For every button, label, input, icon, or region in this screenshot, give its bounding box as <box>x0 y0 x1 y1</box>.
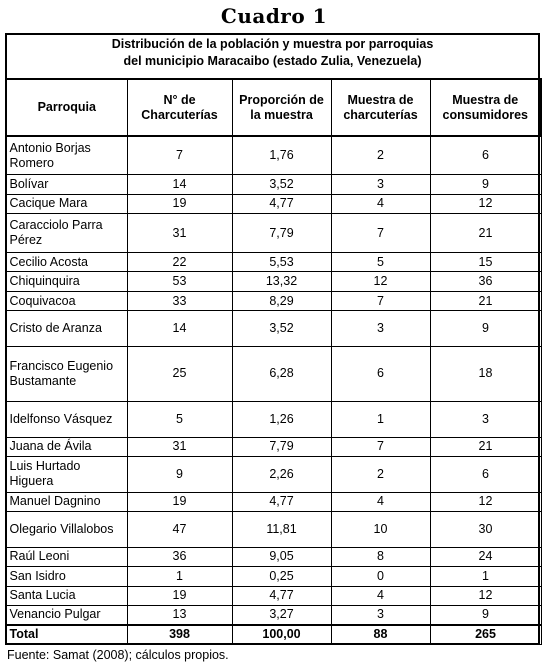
table-row <box>6 402 541 438</box>
cell-muestra-consumidores: 9 <box>430 311 541 347</box>
cell-muestra-consumidores: 21 <box>430 291 541 310</box>
cell-proporcion: 6,28 <box>232 346 331 401</box>
cell-num-charcuterias: 31 <box>127 437 232 456</box>
table-row <box>6 605 541 624</box>
cell-muestra-charcuterias: 4 <box>331 586 430 605</box>
cell-muestra-consumidores: 15 <box>430 253 541 272</box>
cell-parroquia: Raúl Leoni <box>6 547 127 566</box>
cell-muestra-charcuterias: 7 <box>331 214 430 253</box>
cell-parroquia: Cristo de Aranza <box>6 311 127 347</box>
cell-muestra-consumidores: 12 <box>430 586 541 605</box>
table-row <box>6 547 541 566</box>
table-row <box>6 346 541 401</box>
cell-muestra-charcuterias: 6 <box>331 346 430 401</box>
cell-proporcion: 4,77 <box>232 586 331 605</box>
total-cell-muestra-charcuterias: 88 <box>331 625 430 645</box>
cell-parroquia: San Isidro <box>6 567 127 586</box>
cell-muestra-consumidores: 1 <box>430 567 541 586</box>
cell-muestra-consumidores: 36 <box>430 272 541 291</box>
cell-proporcion: 0,25 <box>232 567 331 586</box>
table-row <box>6 586 541 605</box>
table-row <box>6 175 541 194</box>
caption-line-2: del municipio Maracaibo (estado Zulia, Venezuela) <box>123 54 422 68</box>
cell-parroquia: Cacique Mara <box>6 194 127 213</box>
total-row <box>6 625 541 645</box>
cell-muestra-charcuterias: 3 <box>331 605 430 624</box>
header-num-charcuterias: N° de Charcuterías <box>127 79 232 136</box>
cell-num-charcuterias: 1 <box>127 567 232 586</box>
cell-parroquia: Venancio Pulgar <box>6 605 127 624</box>
cell-muestra-consumidores: 12 <box>430 194 541 213</box>
table-caption <box>5 33 540 73</box>
cell-muestra-consumidores: 3 <box>430 402 541 438</box>
table-row <box>6 437 541 456</box>
cell-proporcion: 1,76 <box>232 136 331 175</box>
cell-proporcion: 1,26 <box>232 402 331 438</box>
cell-parroquia: Antonio Borjas Romero <box>6 136 127 175</box>
cell-muestra-charcuterias: 3 <box>331 311 430 347</box>
total-cell-muestra-consumidores: 265 <box>430 625 541 645</box>
table-row <box>6 291 541 310</box>
cell-muestra-charcuterias: 10 <box>331 512 430 548</box>
cell-muestra-charcuterias: 2 <box>331 457 430 493</box>
table-row <box>6 194 541 213</box>
cell-muestra-charcuterias: 8 <box>331 547 430 566</box>
cell-proporcion: 5,53 <box>232 253 331 272</box>
cell-muestra-charcuterias: 2 <box>331 136 430 175</box>
header-proporcion: Proporción de la muestra <box>232 79 331 136</box>
cell-muestra-consumidores: 21 <box>430 214 541 253</box>
cell-num-charcuterias: 7 <box>127 136 232 175</box>
cell-proporcion: 13,32 <box>232 272 331 291</box>
cell-parroquia: Caracciolo Parra Pérez <box>6 214 127 253</box>
cell-num-charcuterias: 22 <box>127 253 232 272</box>
cell-num-charcuterias: 19 <box>127 194 232 213</box>
header-row <box>6 79 541 136</box>
cell-muestra-consumidores: 24 <box>430 547 541 566</box>
cell-muestra-consumidores: 30 <box>430 512 541 548</box>
table-row <box>6 272 541 291</box>
cell-parroquia: Juana de Ávila <box>6 437 127 456</box>
cell-parroquia: Bolívar <box>6 175 127 194</box>
cell-parroquia: Chiquinquira <box>6 272 127 291</box>
cell-num-charcuterias: 31 <box>127 214 232 253</box>
cell-num-charcuterias: 36 <box>127 547 232 566</box>
header-parroquia: Parroquia <box>6 79 127 136</box>
cell-muestra-consumidores: 12 <box>430 492 541 511</box>
cell-muestra-charcuterias: 5 <box>331 253 430 272</box>
cell-proporcion: 4,77 <box>232 492 331 511</box>
cell-num-charcuterias: 5 <box>127 402 232 438</box>
source-note: Fuente: Samat (2008); cálculos propios. <box>7 648 229 662</box>
cell-muestra-charcuterias: 3 <box>331 175 430 194</box>
cell-parroquia: Francisco Eugenio Bustamante <box>6 346 127 401</box>
cell-proporcion: 3,52 <box>232 175 331 194</box>
cell-muestra-charcuterias: 7 <box>331 437 430 456</box>
cell-muestra-consumidores: 9 <box>430 605 541 624</box>
total-cell-proporcion: 100,00 <box>232 625 331 645</box>
cell-num-charcuterias: 25 <box>127 346 232 401</box>
header-muestra-charcuterias: Muestra de charcuterías <box>331 79 430 136</box>
cell-muestra-charcuterias: 1 <box>331 402 430 438</box>
cell-muestra-consumidores: 6 <box>430 136 541 175</box>
table-row <box>6 136 541 175</box>
cell-muestra-consumidores: 21 <box>430 437 541 456</box>
cell-muestra-charcuterias: 7 <box>331 291 430 310</box>
cell-proporcion: 7,79 <box>232 214 331 253</box>
cell-proporcion: 7,79 <box>232 437 331 456</box>
cell-muestra-consumidores: 18 <box>430 346 541 401</box>
table-row <box>6 214 541 253</box>
table-row <box>6 457 541 493</box>
table-body <box>6 136 541 645</box>
cell-num-charcuterias: 14 <box>127 311 232 347</box>
cell-parroquia: Manuel Dagnino <box>6 492 127 511</box>
cell-num-charcuterias: 33 <box>127 291 232 310</box>
cell-muestra-charcuterias: 4 <box>331 492 430 511</box>
cell-muestra-charcuterias: 12 <box>331 272 430 291</box>
table-row <box>6 311 541 347</box>
cell-proporcion: 11,81 <box>232 512 331 548</box>
cell-num-charcuterias: 53 <box>127 272 232 291</box>
cell-proporcion: 3,52 <box>232 311 331 347</box>
header-muestra-consumidores: Muestra de consumidores <box>430 79 541 136</box>
cell-muestra-consumidores: 6 <box>430 457 541 493</box>
cell-num-charcuterias: 19 <box>127 586 232 605</box>
table-title: Cuadro 1 <box>220 4 328 28</box>
cell-parroquia: Cecilio Acosta <box>6 253 127 272</box>
cell-num-charcuterias: 19 <box>127 492 232 511</box>
cell-num-charcuterias: 9 <box>127 457 232 493</box>
cell-num-charcuterias: 14 <box>127 175 232 194</box>
total-cell-num-charcuterias: 398 <box>127 625 232 645</box>
table-row <box>6 512 541 548</box>
table-row <box>6 253 541 272</box>
cell-num-charcuterias: 13 <box>127 605 232 624</box>
cell-proporcion: 3,27 <box>232 605 331 624</box>
cell-muestra-consumidores: 9 <box>430 175 541 194</box>
cell-num-charcuterias: 47 <box>127 512 232 548</box>
cell-parroquia: Luis Hurtado Higuera <box>6 457 127 493</box>
caption-line-1: Distribución de la población y muestra por parroquias <box>111 37 434 51</box>
population-sample-table <box>5 78 542 645</box>
cell-proporcion: 8,29 <box>232 291 331 310</box>
cell-parroquia: Idelfonso Vásquez <box>6 402 127 438</box>
table-row <box>6 492 541 511</box>
cell-parroquia: Santa Lucia <box>6 586 127 605</box>
cell-proporcion: 4,77 <box>232 194 331 213</box>
cell-muestra-charcuterias: 4 <box>331 194 430 213</box>
cell-parroquia: Olegario Villalobos <box>6 512 127 548</box>
table-row <box>6 567 541 586</box>
cell-proporcion: 2,26 <box>232 457 331 493</box>
cell-proporcion: 9,05 <box>232 547 331 566</box>
cell-parroquia: Coquivacoa <box>6 291 127 310</box>
total-cell-parroquia: Total <box>6 625 127 645</box>
cell-muestra-charcuterias: 0 <box>331 567 430 586</box>
